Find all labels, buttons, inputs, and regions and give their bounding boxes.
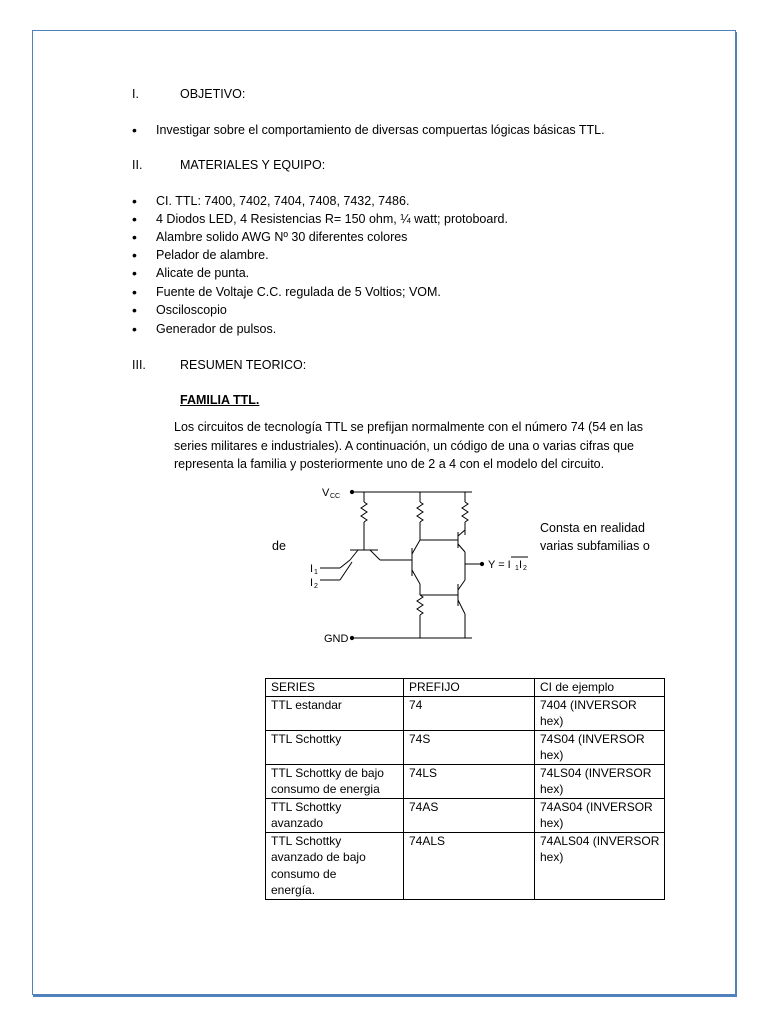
section-3-title: RESUMEN TEORICO:: [180, 358, 307, 372]
table-header-cell: CI de ejemplo: [535, 679, 665, 697]
table-row: TTL estandar 74 7404 (INVERSOR hex): [266, 696, 665, 730]
table-row: TTL Schottky 74S 74S04 (INVERSOR hex): [266, 730, 665, 764]
table-row: TTL Schottky de bajo consumo de energia 74LS 74LS04 (INVERSOR hex): [266, 764, 665, 798]
svg-text:V: V: [322, 487, 330, 499]
svg-text:GND: GND: [324, 633, 349, 645]
section-3-number: III.: [132, 358, 146, 372]
svg-text:1: 1: [515, 565, 519, 572]
section-1-heading: [132, 85, 139, 103]
family-paragraph: Los circuitos de tecnología TTL se prefijan normalmente con el número 74 (54 en las series militares e industriales). A continuación, un código de una o varias cifras que representa la familia y posteriormente uno de 2 a 4 con el modelo del circuito.: [174, 420, 644, 471]
table-row: TTL Schottky avanzado de bajo consumo de energía. 74ALS 74ALS04 (INVERSOR hex): [266, 832, 665, 899]
svg-text:I: I: [310, 563, 314, 575]
section-1-title: OBJETIVO:: [180, 87, 246, 101]
svg-text:I: I: [519, 559, 523, 571]
table-row: TTL Schottky avanzado 74AS 74AS04 (INVERSOR hex): [266, 798, 665, 832]
table-header-cell: SERIES: [266, 679, 404, 697]
side-text-left: de: [272, 539, 286, 553]
ttl-series-table: [265, 678, 665, 900]
table-header-cell: PREFIJO: [404, 679, 535, 697]
family-title: FAMILIA TTL.: [180, 393, 260, 407]
table-header-row: [266, 679, 665, 697]
section-number: I.: [132, 87, 139, 101]
svg-text:Y = I: Y = I: [488, 559, 511, 571]
ttl-inverter-schematic: [300, 480, 540, 650]
svg-text:1: 1: [314, 569, 318, 576]
svg-text:2: 2: [523, 565, 527, 572]
svg-text:I: I: [310, 577, 314, 589]
svg-text:CC: CC: [330, 493, 341, 500]
bullet-dot: •: [132, 122, 137, 138]
side-text-right-1: Consta en realidad: [540, 521, 645, 535]
side-text-right-2: varias subfamilias o: [540, 539, 650, 553]
section-2-title: MATERIALES Y EQUIPO:: [180, 158, 326, 172]
svg-text:2: 2: [314, 583, 318, 590]
section-2-number: II.: [132, 158, 143, 172]
